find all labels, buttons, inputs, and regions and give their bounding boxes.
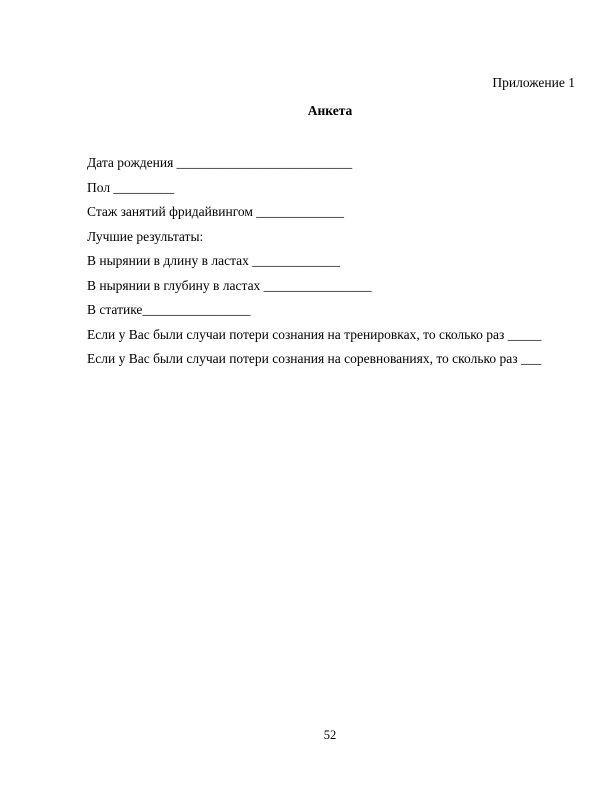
birth-date-field: Дата рождения __________________________ bbox=[87, 155, 353, 170]
appendix-label: Приложение 1 bbox=[492, 75, 575, 90]
blackouts-training-field: Если у Вас были случаи потери сознания на тренировках, то сколько раз _____ bbox=[87, 326, 542, 342]
questionnaire-form bbox=[87, 155, 587, 376]
blackouts-competition-field: Если у Вас были случаи потери сознания на соревнованиях, то сколько раз ___ bbox=[87, 351, 542, 366]
freediving-experience-field: Стаж занятий фридайвингом _____________ bbox=[87, 204, 345, 219]
best-results-heading: Лучшие результаты: bbox=[87, 228, 204, 244]
dynamic-with-fins-field: В нырянии в длину в ластах _____________ bbox=[87, 253, 341, 268]
static-field: В статике________________ bbox=[87, 302, 251, 317]
page-number: 52 bbox=[323, 728, 337, 742]
gender-field: Пол _________ bbox=[87, 179, 175, 195]
page-title: Анкета bbox=[307, 103, 353, 118]
depth-with-fins-field: В нырянии в глубину в ластах ________________ bbox=[87, 277, 372, 293]
